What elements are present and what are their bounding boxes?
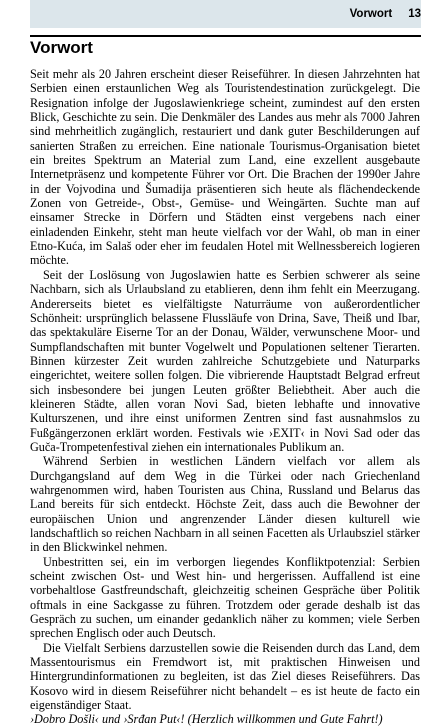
closing-line: ›Dobro Došli‹ und ›Srđan Put‹! (Herzlich willkommen und Gute Fahrt!)	[30, 712, 383, 727]
paragraph-2: Seit der Loslösung von Jugoslawien hatte es Serbien schwerer als seine Nachbarn, sich als Urlaubsland zu etablieren, denn ihm fehlt ein Meerzugang. Andererseits bietet es vielfältigste Naturräume von außerordentlicher Schönheit: ursprünglich belassene Flussläufe von Drina, Save, Theiß und Ibar, das spektakuläre Eiserne Tor an der Donau, Wälder, verwunschene Moor- und Sumpflandschaften mit bunter Vogelwelt und Populationen seltener Tierarten. Binnen kürzester Zeit wurden zahlreiche Schutzgebiete und Naturparks eingerichtet, weitere sollen folgen. Die vibrierende Hauptstadt Belgrad erfreut sich insbesondere bei jungen Leuten größter Beliebtheit. Aber auch die kleineren Städte, allen voran Novi Sad, bieten lebhafte und innovative Kulturszenen, und ihre einst uniformen Zentren sind fast ausnahmslos zu Fußgängerzonen erklärt worden. Festivals wie ›EXIT‹ in Novi Sad oder das Guča-Trompetenfestival ziehen ein internationales Publikum an.	[30, 267, 420, 454]
paragraph-4: Unbestritten sei, ein im verborgen liegendes Konfliktpotenzial: Serbien scheint zwischen Ost- und West hin- und hergerissen. Auffallend ist eine vorbehaltlose Gastfreundschaft, gleichzeitig scheinen Gespräche über Politik oftmals in eine Sackgasse zu führen. Trotzdem oder gerade deshalb ist das Gespräch zu suchen, um einander gedanklich näher zu kommen; viele Serben sprechen Englisch oder auch Deutsch.	[30, 554, 420, 641]
paragraph-1: Seit mehr als 20 Jahren erscheint dieser Reiseführer. In diesen Jahrzehnten hat Serbien einen erstaunlichen Weg als Touristendestination zurückgelegt. Die Resignation infolge der Jugoslawienkriege scheint, zumindest auf den ersten Blick, Geschichte zu sein. Die Denkmäler des Landes aus mehr als 7000 Jahren sind mehrheitlich zugänglich, restauriert und dank guter Beschilderungen auf sanierten Straßen zu erreichen. Eine nationale Tourismus-Organisation bietet ein breites Spektrum an Material zum Land, eine exzellent ausgebaute Internetpräsenz und kompetente Führer vor Ort. Die Brachen der 1990er Jahre in der Vojvodina und Šumadija präsentieren sich heute als flächendeckende Zonen von Getreide-, Obst-, Gemüse- und Weingärten. Suchte man auf einsamer Strecke in Dörfern und Städten einst vergebens nach einer einladenden Einkehr, steht man heute vielfach vor der Wahl, ob man in einer Etno-Kuća, im Salaš oder eher im feudalen Hotel mit Wellnessbereich logieren möchte.	[30, 67, 420, 268]
page-title: Vorwort	[30, 38, 93, 57]
header-rule	[30, 35, 421, 37]
running-title: Vorwort	[349, 8, 393, 20]
running-header	[350, 6, 421, 22]
paragraph-3: Während Serbien in westlichen Ländern vielfach vor allem als Durchgangsland auf dem Weg in die Türkei oder nach Griechenland wahrgenommen wird, haben Touristen aus China, Russland und Belarus das Land bereits für sich entdeckt. Höchste Zeit, dass auch die Bewohner der europäischen Union und angrenzender Länder diesen kulturell wie landschaftlich so reichen Nachbarn in all seinen Facetten als Urlaubsziel stärker in den Blickwinkel nehmen.	[30, 454, 420, 555]
paragraph-5: Die Vielfalt Serbiens darzustellen sowie die Reisenden durch das Land, dem Massentourismus ein Fremdwort ist, mit praktischen Hinweisen und Hintergrundinformationen zu begleiten, ist das Ziel dieses Reiseführers. Das Kosovo wird in diesem Reiseführer nicht behandelt – es ist heute de facto ein eigenständiger Staat.	[30, 640, 420, 713]
page-number: 13	[408, 8, 421, 20]
body-text	[30, 67, 420, 727]
